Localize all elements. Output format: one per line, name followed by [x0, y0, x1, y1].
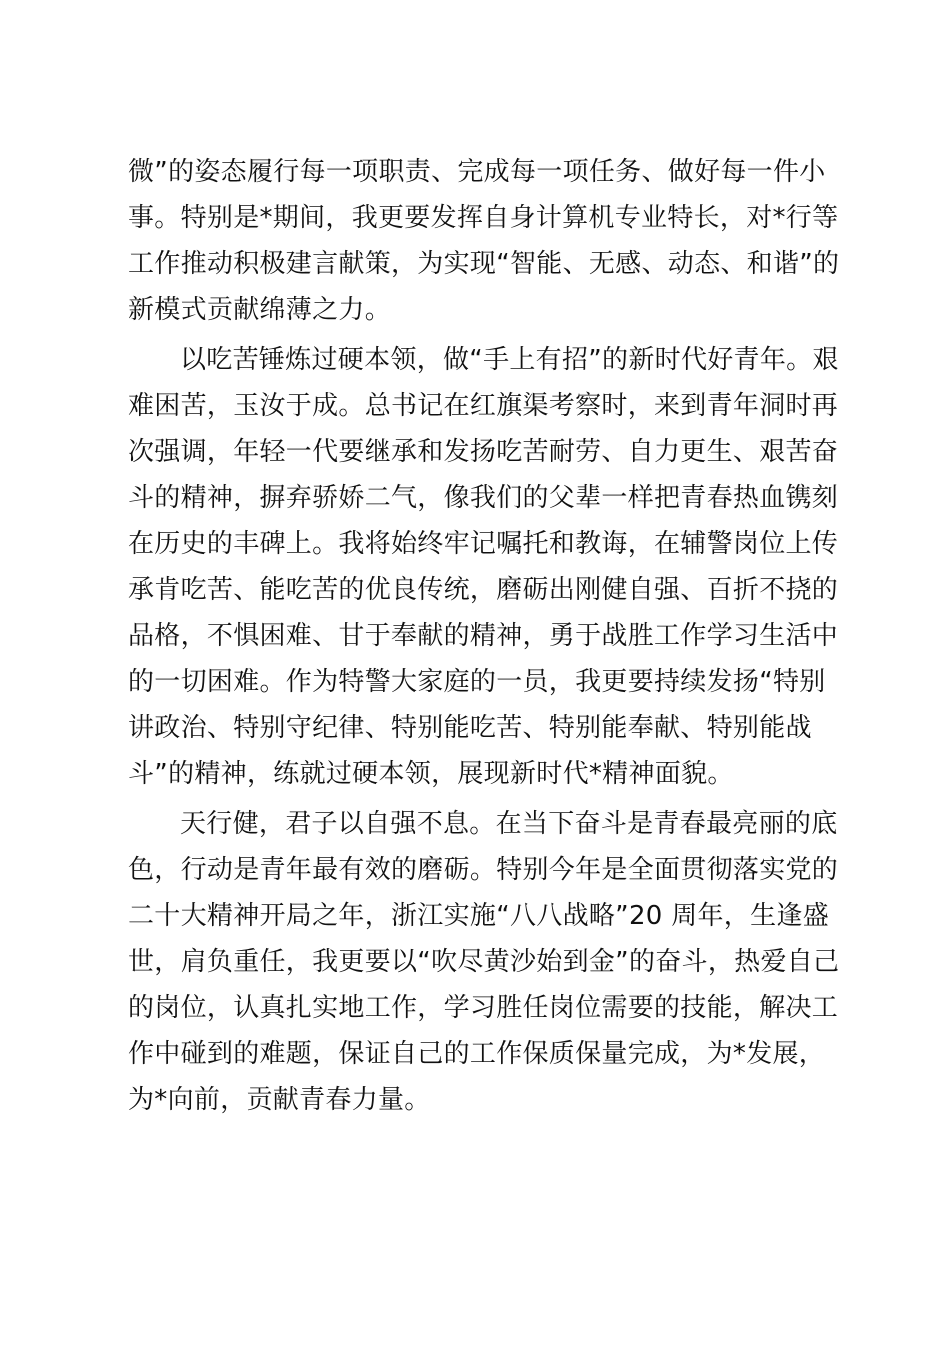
paragraph-2-line-10: 斗”的精神，练就过硬本领，展现新时代*精神面貌。 — [128, 759, 734, 789]
paragraph-3-line-2: 色，行动是青年最有效的磨砺。特别今年是全面贯彻落实党的 — [128, 855, 839, 885]
paragraph-2-line-2: 难困苦，玉汝于成。总书记在红旗渠考察时，来到青年洞时再 — [128, 391, 839, 421]
paragraph-1-line-3: 工作推动积极建言献策，为实现“智能、无感、动态、和谐”的 — [128, 249, 840, 279]
paragraph-3-line-7: 为*向前，贡献青春力量。 — [128, 1085, 431, 1115]
paragraph-3-line-6: 作中碰到的难题，保证自己的工作保质保量完成，为*发展， — [128, 1039, 826, 1069]
paragraph-2-line-9: 讲政治、特别守纪律、特别能吃苦、特别能奉献、特别能战 — [128, 713, 812, 743]
paragraph-1-line-2: 事。特别是*期间，我更要发挥自身计算机专业特长，对*行等 — [128, 203, 839, 233]
paragraph-2-line-3: 次强调，年轻一代要继承和发扬吃苦耐劳、自力更生、艰苦奋 — [128, 437, 839, 467]
paragraph-2-line-6: 承肯吃苦、能吃苦的优良传统，磨砺出刚健自强、百折不挠的 — [128, 575, 839, 605]
paragraph-2-line-4: 斗的精神，摒弃骄娇二气，像我们的父辈一样把青春热血镌刻 — [128, 483, 839, 513]
paragraph-3-line-4: 世，肩负重任，我更要以“吹尽黄沙始到金”的奋斗，热爱自己 — [128, 947, 840, 977]
paragraph-2-line-8: 的一切困难。作为特警大家庭的一员，我更要持续发扬“特别 — [128, 667, 826, 697]
paragraph-3-line-3: 二十大精神开局之年，浙江实施“八八战略”20 周年，生逢盛 — [128, 901, 829, 931]
paragraph-2-line-5: 在历史的丰碑上。我将始终牢记嘱托和教诲，在辅警岗位上传 — [128, 529, 839, 559]
paragraph-2-line-1: 以吃苦锤炼过硬本领，做“手上有招”的新时代好青年。艰 — [180, 345, 839, 375]
paragraph-1-line-4: 新模式贡献绵薄之力。 — [128, 295, 392, 325]
paragraph-3-line-5: 的岗位，认真扎实地工作，学习胜任岗位需要的技能，解决工 — [128, 993, 839, 1023]
paragraph-3-line-1: 天行健，君子以自强不息。在当下奋斗是青春最亮丽的底 — [180, 809, 838, 839]
paragraph-1-line-1: 微”的姿态履行每一项职责、完成每一项任务、做好每一件小 — [128, 157, 826, 187]
paragraph-2-line-7: 品格，不惧困难、甘于奉献的精神，勇于战胜工作学习生活中 — [128, 621, 839, 651]
